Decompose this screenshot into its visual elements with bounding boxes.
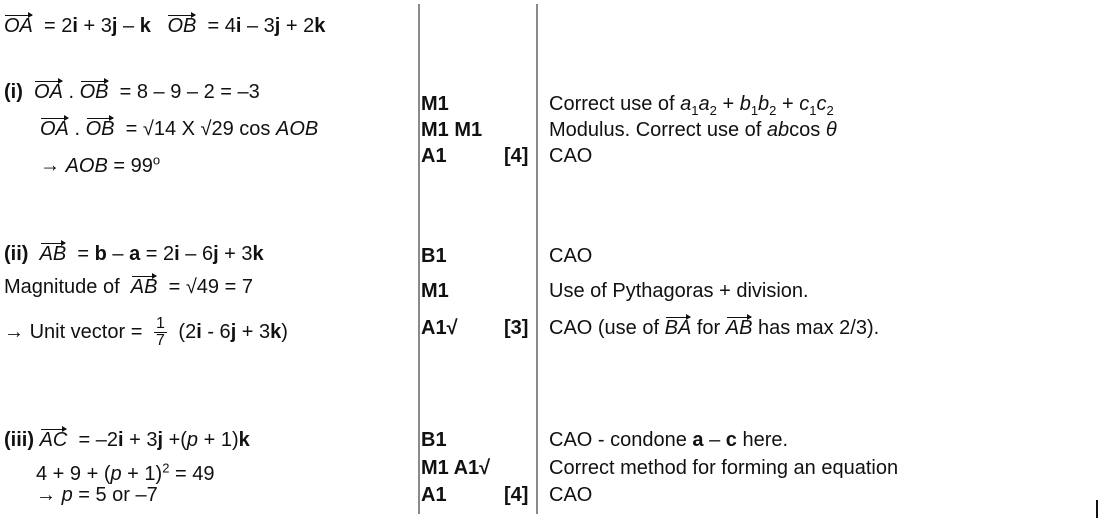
- comment: Correct method for forming an equation: [549, 457, 899, 479]
- arrow-icon: →: [40, 154, 60, 177]
- comment: CAO: [549, 245, 593, 267]
- part-label: (i): [4, 81, 23, 103]
- working-text: Magnitude of: [4, 276, 120, 298]
- mark: M1 A1√: [421, 457, 491, 479]
- working-text: p = 5 or –7: [61, 484, 158, 506]
- part-iii-line-2: [36, 456, 214, 486]
- arrow-icon: →: [36, 484, 56, 506]
- working-text: = √14 X √29 cos AOB: [125, 118, 319, 140]
- total-marks: [4]: [504, 145, 529, 167]
- working-text: = 8 – 9 – 2 = –3: [119, 81, 260, 103]
- vector-oa: OA: [40, 118, 69, 140]
- vector-ab: AB: [130, 276, 158, 298]
- comment: CAO: [549, 484, 593, 506]
- given-vectors: [4, 14, 325, 38]
- working-text: = –2i + 3j +(p + 1)k: [78, 429, 250, 451]
- vector-oa: OA: [34, 81, 63, 103]
- vector-ab: AB: [39, 243, 67, 265]
- part-ii-line-1: [4, 242, 264, 266]
- comment: CAO - condone a – c here.: [549, 429, 789, 451]
- mark: B1: [421, 429, 447, 451]
- part-ii-line-3: [4, 316, 288, 349]
- vector-ob: OB: [79, 81, 109, 103]
- part-i-line-2: OA . OB = √14 X √29 cos AOB: [40, 118, 319, 140]
- vector-ob-value: = 4i – 3j + 2k: [207, 15, 326, 37]
- part-label: (iii): [4, 429, 34, 451]
- total-marks: [4]: [504, 484, 529, 506]
- working-text: (2i - 6j + 3k): [178, 320, 288, 343]
- vector-ob-label: OB: [167, 15, 197, 37]
- mark: A1: [421, 145, 447, 167]
- part-ii-line-2: [4, 275, 253, 299]
- working-text: = √49 = 7: [168, 276, 253, 298]
- comment: CAO: [549, 145, 593, 167]
- comment: Correct use of $a_1a_2 + b_1b_2 + c_1c_2$: [549, 93, 834, 118]
- part-iii-line-1: [4, 428, 250, 452]
- text-cursor: [1096, 500, 1098, 518]
- mark: M1: [421, 93, 449, 115]
- column-divider-left: [418, 4, 420, 514]
- working-text: = b – a = 2i – 6j + 3k: [77, 243, 264, 265]
- part-i-line-3: [40, 148, 160, 178]
- fraction: $\frac{1}{7}$: [155, 315, 165, 349]
- comment: Use of Pythagoras + division.: [549, 280, 809, 302]
- vector-oa-label: OA: [4, 15, 33, 37]
- part-label: (ii): [4, 243, 29, 265]
- vector-oa-value: = 2i + 3j – k: [44, 15, 151, 37]
- part-i-line-1: (i) OA . OB = 8 – 9 – 2 = –3: [4, 81, 260, 103]
- comment: Modulus. Correct use of abcos θ: [549, 119, 837, 141]
- working-text: Unit vector =: [29, 320, 143, 343]
- vector-ac: AC: [39, 429, 68, 451]
- mark: B1: [421, 245, 447, 267]
- mark: A1: [421, 484, 447, 506]
- comment: CAO (use of BA for AB has max 2/3).: [549, 317, 880, 339]
- working-text: AOB = $99^o$: [65, 152, 161, 177]
- working-text: $4 + 9 + (p + 1)^2 = 49$: [36, 460, 215, 485]
- column-divider-right: [536, 4, 538, 514]
- vector-ob: OB: [85, 118, 115, 140]
- total-marks: [3]: [504, 317, 529, 339]
- mark: A1√: [421, 317, 458, 339]
- mark: M1 M1: [421, 119, 483, 141]
- part-iii-line-3: [36, 483, 158, 507]
- arrow-icon: →: [4, 320, 24, 343]
- mark: M1: [421, 280, 449, 302]
